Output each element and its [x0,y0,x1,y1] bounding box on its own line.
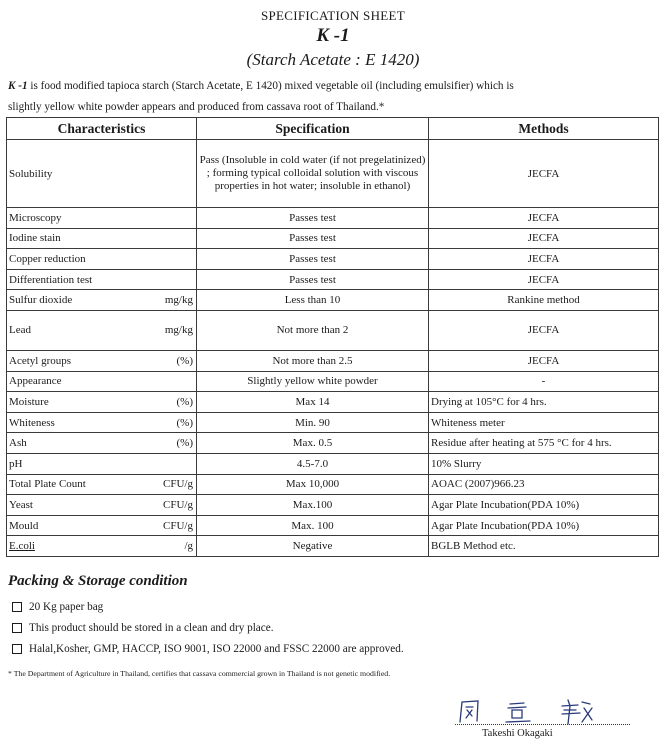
method-cell: Agar Plate Incubation(PDA 10%) [429,495,659,516]
characteristic-name: pH [9,457,23,470]
characteristic-name: Total Plate Count [9,478,86,491]
characteristic-name: Acetyl groups [9,354,72,367]
signature-line [455,724,630,725]
characteristic-name: Ash [9,437,27,450]
characteristic-unit: (%) [176,437,193,450]
characteristic-name: E.coli [9,540,35,553]
method-cell: Whiteness meter [429,412,659,433]
table-row [7,433,659,454]
method-cell: JECFA [429,228,659,249]
header-specification: Specification [197,118,429,140]
method-cell: AOAC (2007)966.23 [429,474,659,495]
specification-cell: Not more than 2.5 [197,350,429,371]
characteristic-unit: mg/kg [164,294,193,307]
checkbox-icon [12,623,22,633]
specification-cell: Passes test [197,228,429,249]
method-cell: Rankine method [429,290,659,311]
characteristic-name: Differentiation test [9,273,93,286]
table-row [7,412,659,433]
characteristic-cell [7,208,197,229]
packing-list [12,597,404,660]
specification-cell: Pass (Insoluble in cold water (if not pregelatinized) ; forming typical colloidal solution with viscous properties in hot water; insoluble in ethanol) [197,140,429,208]
characteristic-unit: (%) [176,354,193,367]
characteristic-name: Appearance [9,375,62,388]
product-subtitle: (Starch Acetate : E 1420) [246,50,420,69]
footnote: * The Department of Agriculture in Thailand, certifies that cassava commercial grown in Thailand is not genetic modified. [8,669,391,678]
checkbox-icon [12,644,22,654]
packing-item-text: Halal,Kosher, GMP, HACCP, ISO 9001, ISO 22000 and FSSC 22000 are approved. [29,643,404,655]
method-cell: BGLB Method etc. [429,536,659,557]
characteristic-cell [7,140,197,208]
method-cell: Residue after heating at 575 °C for 4 hrs. [429,433,659,454]
specification-cell: Max 14 [197,392,429,413]
specification-cell: Slightly yellow white powder [197,371,429,392]
table-row [7,350,659,371]
table-row [7,269,659,290]
characteristic-name: Sulfur dioxide [9,294,73,307]
characteristic-name: Yeast [9,498,33,511]
characteristic-cell [7,536,197,557]
characteristic-cell [7,310,197,350]
table-row [7,208,659,229]
characteristic-name: Mould [9,519,39,532]
characteristic-name: Moisture [9,395,49,408]
method-cell: JECFA [429,350,659,371]
method-cell: JECFA [429,269,659,290]
table-row [7,392,659,413]
checkbox-icon [12,602,22,612]
packing-item-text: This product should be stored in a clean and dry place. [29,622,274,634]
characteristic-name: Whiteness [9,416,55,429]
method-cell: JECFA [429,249,659,270]
characteristic-cell [7,249,197,270]
specification-cell: Max. 0.5 [197,433,429,454]
characteristic-cell [7,228,197,249]
packing-item-text: 20 Kg paper bag [29,601,104,613]
method-cell: JECFA [429,208,659,229]
list-item [12,597,404,617]
method-cell: Agar Plate Incubation(PDA 10%) [429,515,659,536]
characteristic-cell [7,412,197,433]
characteristic-cell [7,433,197,454]
characteristic-name: Copper reduction [9,252,86,265]
method-cell: Drying at 105°C for 4 hrs. [429,392,659,413]
table-row [7,495,659,516]
specification-cell: Min. 90 [197,412,429,433]
characteristic-unit: mg/kg [164,324,193,337]
characteristic-cell [7,495,197,516]
characteristic-name: Iodine stain [9,232,61,245]
header-characteristics: Characteristics [7,118,197,140]
method-cell: - [429,371,659,392]
method-cell: JECFA [429,140,659,208]
intro-paragraph [8,76,658,118]
characteristic-cell [7,350,197,371]
table-body [7,140,659,557]
list-item [12,639,404,659]
characteristic-unit: CFU/g [163,519,193,532]
specification-table [6,117,659,557]
specification-cell: Max. 100 [197,515,429,536]
table-row [7,228,659,249]
intro-product-ref: K -1 [8,80,28,92]
specification-cell: Max 10,000 [197,474,429,495]
table-row [7,474,659,495]
characteristic-cell [7,371,197,392]
table-row [7,515,659,536]
method-cell: 10% Slurry [429,453,659,474]
characteristic-cell [7,515,197,536]
table-row [7,310,659,350]
table-row [7,453,659,474]
method-cell: JECFA [429,310,659,350]
characteristic-name: Microscopy [9,211,62,224]
table-row [7,140,659,208]
characteristic-unit: CFU/g [163,498,193,511]
intro-line-1: is food modified tapioca starch (Starch Acetate, E 1420) mixed vegetable oil (including emulsifier) which is [30,80,514,92]
specification-cell: Not more than 2 [197,310,429,350]
table-row [7,536,659,557]
specification-cell: Negative [197,536,429,557]
characteristic-cell [7,290,197,311]
packing-title: Packing & Storage condition [8,573,188,589]
table-row [7,371,659,392]
characteristic-unit: (%) [176,395,193,408]
header-methods: Methods [429,118,659,140]
specification-cell: Passes test [197,208,429,229]
characteristic-name: Lead [9,324,31,337]
characteristic-cell [7,453,197,474]
characteristic-name: Solubility [9,167,53,180]
signatory-name: Takeshi Okagaki [482,728,553,739]
table-row [7,290,659,311]
specification-cell: Less than 10 [197,290,429,311]
characteristic-unit: CFU/g [163,478,193,491]
sheet-title: SPECIFICATION SHEET [260,8,405,23]
specification-cell: Max.100 [197,495,429,516]
list-item [12,618,404,638]
characteristic-cell [7,474,197,495]
characteristic-unit: (%) [176,416,193,429]
specification-cell: Passes test [197,269,429,290]
specification-cell: Passes test [197,249,429,270]
characteristic-cell [7,269,197,290]
characteristic-cell [7,392,197,413]
table-header-row [7,118,659,140]
characteristic-unit: /g [184,540,193,553]
table-row [7,249,659,270]
product-code: K -1 [316,25,350,46]
intro-line-2: slightly yellow white powder appears and produced from cassava root of Thailand.* [8,101,385,113]
specification-cell: 4.5-7.0 [197,453,429,474]
